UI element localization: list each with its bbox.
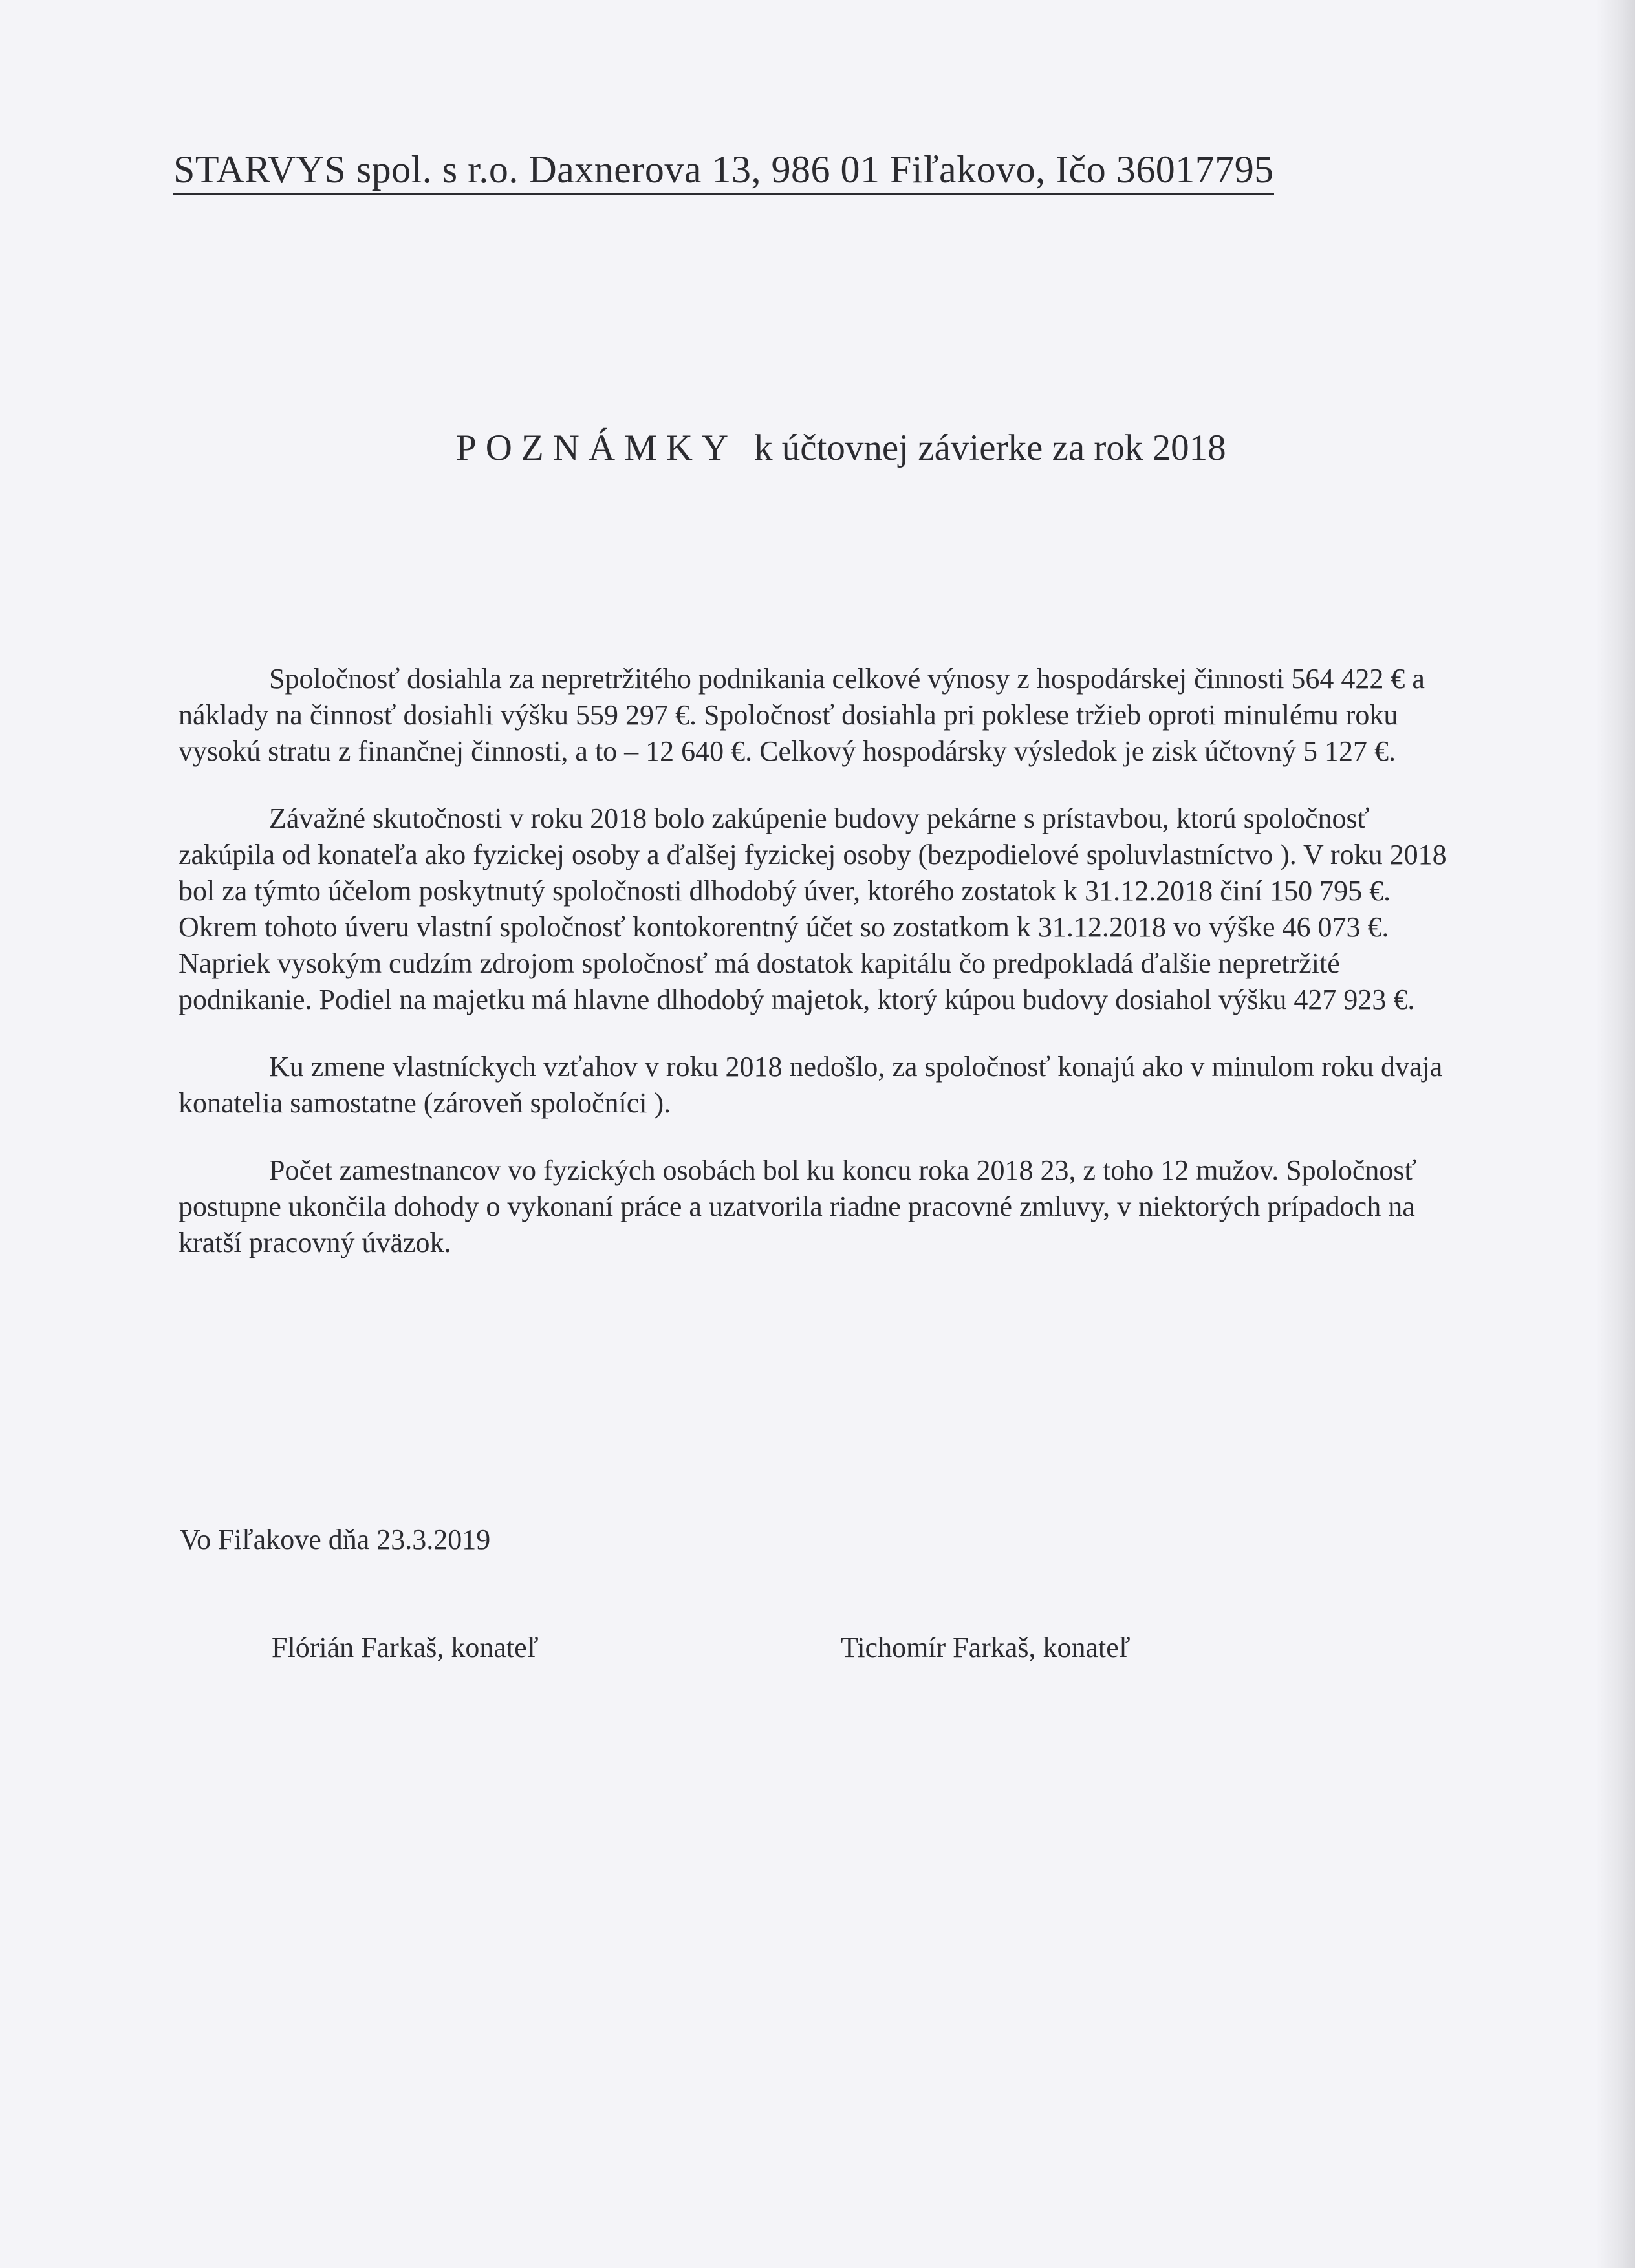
paragraph-employees: Počet zamestnancov vo fyzických osobách bol ku koncu roka 2018 23, z toho 12 mužov. Spoločnosť postupne ukončila dohody o vykonaní práce a uzatvorila riadne pracovné zmluvy, v niektorých prípadoch na kratší pracovný úväzok.	[179, 1154, 1417, 1258]
paragraph-significant-facts: Závažné skutočnosti v roku 2018 bolo zakúpenie budovy pekárne s prístavbou, ktorú spoločnosť zakúpila od konateľa ako fyzickej osoby a ďalšej fyzickej osoby (bezpodielové spoluvlastníctvo ). V roku 2018 bol za týmto účelom poskytnutý spoločnosti dlhodobý úver, ktorého zostatok k 31.12.2018 činí 150 795 €. Okrem tohoto úveru vlastní spoločnosť kontokorentný účet so zostatkom k 31.12.2018 vo výške 46 073 €. Napriek vysokým cudzím zdrojom spoločnosť má dostatok kapitálu čo predpokladá ďalšie nepretržité podnikanie. Podiel na majetku má hlavne dlhodobý majetok, ktorý kúpou budovy dosiahol výšku 427 923 €.	[179, 803, 1447, 1015]
paragraph-financial-results: Spoločnosť dosiahla za nepretržitého podnikania celkové výnosy z hospodárskej činnosti 564 422 € a náklady na činnosť dosiahli výšku 559 297 €. Spoločnosť dosiahla pri poklese tržieb oproti minulému roku vysokú stratu z finančnej činnosti, a to – 12 640 €. Celkový hospodársky výsledok je zisk účtovný 5 127 €.	[179, 663, 1425, 767]
signatory-right: Tichomír Farkaš, konateľ	[841, 1632, 1131, 1663]
document-title	[456, 427, 1226, 469]
page-edge-shadow	[1596, 0, 1635, 2268]
place-and-date: Vo Fiľakove dňa 23.3.2019	[180, 1524, 491, 1555]
title-keyword: POZNÁMKY	[456, 427, 738, 468]
body-text	[179, 661, 1462, 1292]
title-subject: k účtovnej závierke za rok 2018	[754, 427, 1226, 468]
company-header: STARVYS spol. s r.o. Daxnerova 13, 986 01 Fiľakovo, Ičo 36017795	[173, 147, 1274, 195]
paragraph-ownership: Ku zmene vlastníckych vzťahov v roku 2018 nedošlo, za spoločnosť konajú ako v minulom roku dvaja konatelia samostatne (zároveň spoločníci ).	[179, 1051, 1443, 1119]
signatory-left: Flórián Farkaš, konateľ	[272, 1632, 539, 1663]
